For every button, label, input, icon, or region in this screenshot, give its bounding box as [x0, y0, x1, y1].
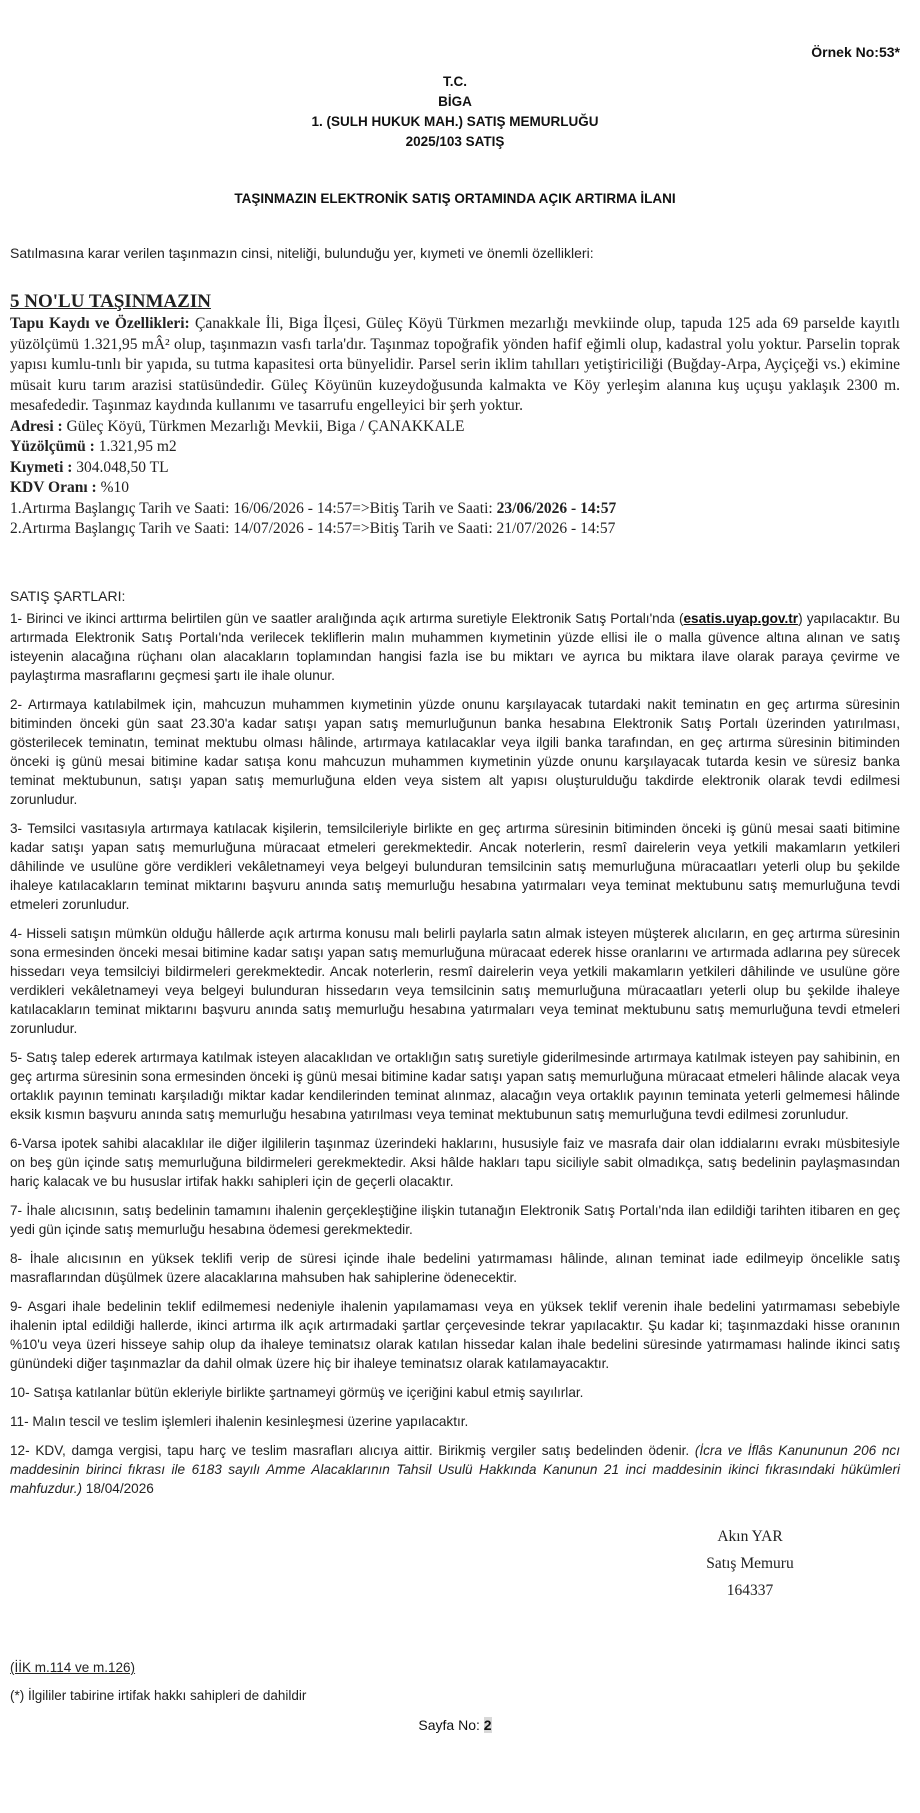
document-heading	[10, 72, 900, 152]
property-address	[10, 417, 900, 438]
address-value: Güleç Köyü, Türkmen Mezarlığı Mevkii, Biga / ÇANAKKALE	[62, 417, 465, 435]
registry-text: Çanakkale İli, Biga İlçesi, Güleç Köyü Türkmen mezarlığı mevkiinde olup, tapuda 125 ada 69 parselde kayıtlı yüzölçümü 1.321,95 mÂ² olup, taşınmazın vasfı tarla'dır. Taşınmaz topoğrafik yönden hafif eğimli olup, kadastral yolu yoktur. Parselin toprak yapısı kumlu-tınlı bir yapıda, su tutma kapasitesi orta bünyelidir. Parsel serin iklim tahılları yetiştiriciliği (Buğday-Arpa, Ayçiçeği vs.) ekimine müsait kuru tarım arazisi statüsündedir. Güleç Köyünün kuzeydoğusunda kalmakta ve Köy yerleşim alanına kuş uçuşu yaklaşık 2300 m. mesafededir. Taşınmaz kaydında kullanımı ve tasarrufu engelleyici bir şerh yoktur.	[10, 315, 900, 414]
property-title: 5 NO'LU TAŞINMAZIN	[10, 291, 211, 312]
term-1-text-b: ) yapılacaktır. Bu artırmada Elektronik Satış Portalı'nda verilecek tekliflerin malın muhammen kıymetinin yüzde ellisi ile o malla güvence altına alınan ve satış isteyenin alacağına rüçhanı olan alacakların toplamından hangisi fazla ise bu miktarı ve ayrıca bu miktara ilave olarak paraya çevirme ve paylaştırma masraflarını geçmesi şartı ile ihale olunur.	[10, 611, 900, 683]
term-12-text: 12- KDV, damga vergisi, tapu harç ve teslim masrafları alıcıya aittir. Birikmiş vergiler satış bedelinden ödenir.	[10, 1443, 695, 1458]
area-label: Yüzölçümü :	[10, 438, 95, 455]
term-8: 8- İhale alıcısının en yüksek teklifi verip de süresi içinde ihale bedelini yatırmaması hâlinde, alınan teminat iade edilmeyip öncelikle satış masraflarından düşülmek üzere alacaklarına mahsuben hak sahiplerine ödenecektir.	[10, 1251, 900, 1285]
auction-1-text: 1.Artırma Başlangıç Tarih ve Saati: 16/06/2026 - 14:57=>Bitiş Tarih ve Saati:	[10, 499, 497, 517]
heading-line-city: BİGA	[438, 94, 472, 109]
sample-number: Örnek No:53*	[811, 44, 900, 60]
terms-title: SATIŞ ŞARTLARI:	[10, 588, 126, 604]
term-5: 5- Satış talep ederek artırmaya katılmak isteyen alacaklıdan ve ortaklığın satış suretiyle giderilmesinde artırmaya katılmak isteyen pay sahibinin, en geç artırma süresinin sona ermesinden önceki iş günü mesai bitimine kadar satışı yapan satış memurluğuna müracaat etmeleri hâlinde alacak veya ortaklık payının teminatı karşıladığı miktar kadar kendilerinden teminat alınmaz, alacağın veya ortaklık payının teminata yeterli gelmemesi hâlinde eksik kısmın başvuru anında satış memurluğu hesabına yatırılması veya teminat mektubunun satış memurluğuna tevdi edilmesi zorunludur.	[10, 1050, 900, 1122]
footnote: (*) İlgililer tabirine irtifak hakkı sahipleri de dahildir	[10, 1688, 307, 1703]
property-area	[10, 437, 900, 458]
esatis-link[interactable]: esatis.uyap.gov.tr	[683, 611, 799, 626]
signature-block	[650, 1523, 850, 1604]
signer-name: Akın YAR	[717, 1528, 783, 1545]
value-amount: 304.048,50 TL	[72, 458, 169, 476]
term-10: 10- Satışa katılanlar bütün ekleriyle birlikte şartnameyi görmüş ve içeriğini kabul etmiş sayılırlar.	[10, 1385, 584, 1400]
page-label: Sayfa No:	[418, 1717, 484, 1733]
law-reference: (İİK m.114 ve m.126)	[10, 1660, 136, 1675]
address-label: Adresi :	[10, 417, 63, 435]
property-section	[10, 290, 900, 540]
page-number-value: 2	[483, 1717, 492, 1733]
auction-2-dates: 2.Artırma Başlangıç Tarih ve Saati: 14/07/2026 - 14:57=>Bitiş Tarih ve Saati: 21/07/2026 - 14:57	[10, 520, 616, 537]
term-12	[10, 1441, 900, 1498]
term-1-text-a: 1- Birinci ve ikinci arttırma belirtilen gün ve saatler aralığında açık artırma suretiyle Elektronik Satış Portalı'nda (	[10, 611, 684, 626]
auction-1-dates	[10, 499, 900, 520]
term-1	[10, 609, 900, 685]
signer-number: 164337	[726, 1582, 774, 1599]
intro-text: Satılmasına karar verilen taşınmazın cinsi, niteliği, bulunduğu yer, kıymeti ve önemli özellikleri:	[10, 245, 594, 261]
kdv-value: %10	[96, 479, 129, 496]
page-number	[10, 1717, 900, 1733]
value-label: Kıymeti :	[10, 458, 73, 476]
property-value	[10, 458, 900, 479]
signer-title: Satış Memuru	[706, 1555, 794, 1572]
term-2: 2- Artırmaya katılabilmek için, mahcuzun muhammen kıymetinin yüzde onunu karşılayacak tutardaki nakit teminatın en geç artırma süresinin bitiminden önceki gün saat 23.30'a kadar satışı yapan satış memurluğunun banka hesabına Elektronik Satış Portalı üzerinden yatırılması, gösterilecek teminatın, teminat mektubu olması hâlinde, artırmaya katılacaklar veya ilgili banka tarafından, en geç artırma süresinin bitiminden önceki iş günü mesai bitimine kadar satışa konu mahcuzun muhammen kıymetinin yüzde onunu karşılayacak tutarda kesin ve süresiz banka teminat mektubunun, satışı yapan satış memurluğuna elden veya sistem alt yapısı oluşturulduğu takdirde elektronik olarak tevdi edilmesi zorunludur.	[10, 697, 900, 807]
heading-line-office: 1. (SULH HUKUK MAH.) SATIŞ MEMURLUĞU	[311, 114, 599, 129]
term-3: 3- Temsilci vasıtasıyla artırmaya katılacak kişilerin, temsilcileriyle birlikte en geç artırma süresinin bitiminden önceki iş günü mesai saati bitimine kadar satışı yapan satış memurluğuna müracaat etmeleri gerekmektedir. Ancak noterlerin, resmî dairelerin veya yetkili makamların yetkileri dâhilinde ve usulüne göre verdikleri vekâletnameyi veya belgeyi bulunduran temsilcinin satış memurluğuna müracaatları yeterli olup bu şekilde ihaleye katılacakların teminat miktarını başvuru anında satış memurluğu hesabına yatırmaları veya teminat mektubunu satış memurluğuna tevdi etmeleri zorunludur.	[10, 821, 900, 912]
term-4: 4- Hisseli satışın mümkün olduğu hâllerde açık artırma konusu malı belirli paylarla satın almak isteyen müşterek alıcıların, en geç artırma süresinin sona ermesinden önceki mesai bitimine kadar satışı yapan satış memurluğuna müracaat ederek hisse oranlarını ve artırmada adlarına pey sürecek hissedarı veya temsilciyi bildirmeleri gerekmektedir. Ancak noterlerin, resmî dairelerin veya yetkili makamların yetkileri dâhilinde ve usulüne göre verdikleri vekâletnameyi veya belgeyi bulunduran hissedarın veya temsilcinin satış memurluğuna müracaatları yeterli olup bu şekilde ihaleye katılacakların teminat miktarını başvuru anında satış memurluğu hesabına yatırmaları veya teminat mektubunu satış memurluğuna tevdi etmeleri zorunludur.	[10, 926, 900, 1036]
term-7: 7- İhale alıcısının, satış bedelinin tamamını ihalenin gerçekleştiğine ilişkin tutanağın Elektronik Satış Portalı'nda ilan edildiği tarihten itibaren en geç yedi gün içinde satış memurluğu hesabına ödemesi gerekmektedir.	[10, 1203, 900, 1237]
kdv-label: KDV Oranı :	[10, 479, 97, 496]
announcement-title: TAŞINMAZIN ELEKTRONİK SATIŞ ORTAMINDA AÇIK ARTIRMA İLANI	[234, 191, 676, 206]
term-9: 9- Asgari ihale bedelinin teklif edilmemesi nedeniyle ihalenin yapılamaması veya en yüksek teklif verenin ihale bedelini yatırmaması sebebiyle ihalenin iptal edildiği hallerde, ikinci artırma ilk açık artırmadaki şartlar çerçevesinde tekrar yapılacaktır. Şu kadar ki; taşınmazdaki hisse oranının %10'u veya üzeri hisseye sahip olup da ihaleye teminatsız olarak katılan hissedar kalan ihale bedelini süresinde yatırmaması halinde ikinci satış günündeki diğer taşınmazlar da dahil olmak üzere hiç bir ihaleye teminatsız olarak katılamayacaktır.	[10, 1299, 900, 1371]
term-12-legal-note: (İcra ve İflâs Kanununun 206 ncı maddesinin birinci fıkrası ile 6183 sayılı Amme Alacaklarının Tahsil Usulü Hakkında Kanunun 21 inci maddesinin ikinci fıkrasındaki hükümleri mahfuzdur.)	[10, 1443, 900, 1496]
property-registry-paragraph	[10, 314, 900, 417]
term-6: 6-Varsa ipotek sahibi alacaklılar ile diğer ilgililerin taşınmaz üzerindeki haklarını, hususiyle faiz ve masrafa dair olan iddialarını evrakı müsbitesiyle on beş gün içinde satış memurluğuna bildirmeleri gerekmektedir. Aksi hâlde hakları tapu siciliyle sabit olmadıkça, satış bedelinin paylaşmasından hariç kalacak ve bu hususlar irtifak hakkı sahipleri için de geçerli olacaktır.	[10, 1136, 900, 1189]
registry-label: Tapu Kaydı ve Özellikleri:	[10, 315, 190, 332]
terms-list	[10, 609, 900, 1508]
term-11: 11- Malın tescil ve teslim işlemleri ihalenin kesinleşmesi üzerine yapılacaktır.	[10, 1414, 469, 1429]
heading-line-tc: T.C.	[442, 74, 467, 89]
auction-1-end: 23/06/2026 - 14:57	[496, 499, 617, 517]
property-kdv	[10, 478, 900, 499]
area-value: 1.321,95 m2	[94, 438, 177, 455]
term-12-date: 18/04/2026	[82, 1481, 154, 1496]
heading-line-file-no: 2025/103 SATIŞ	[405, 134, 505, 149]
